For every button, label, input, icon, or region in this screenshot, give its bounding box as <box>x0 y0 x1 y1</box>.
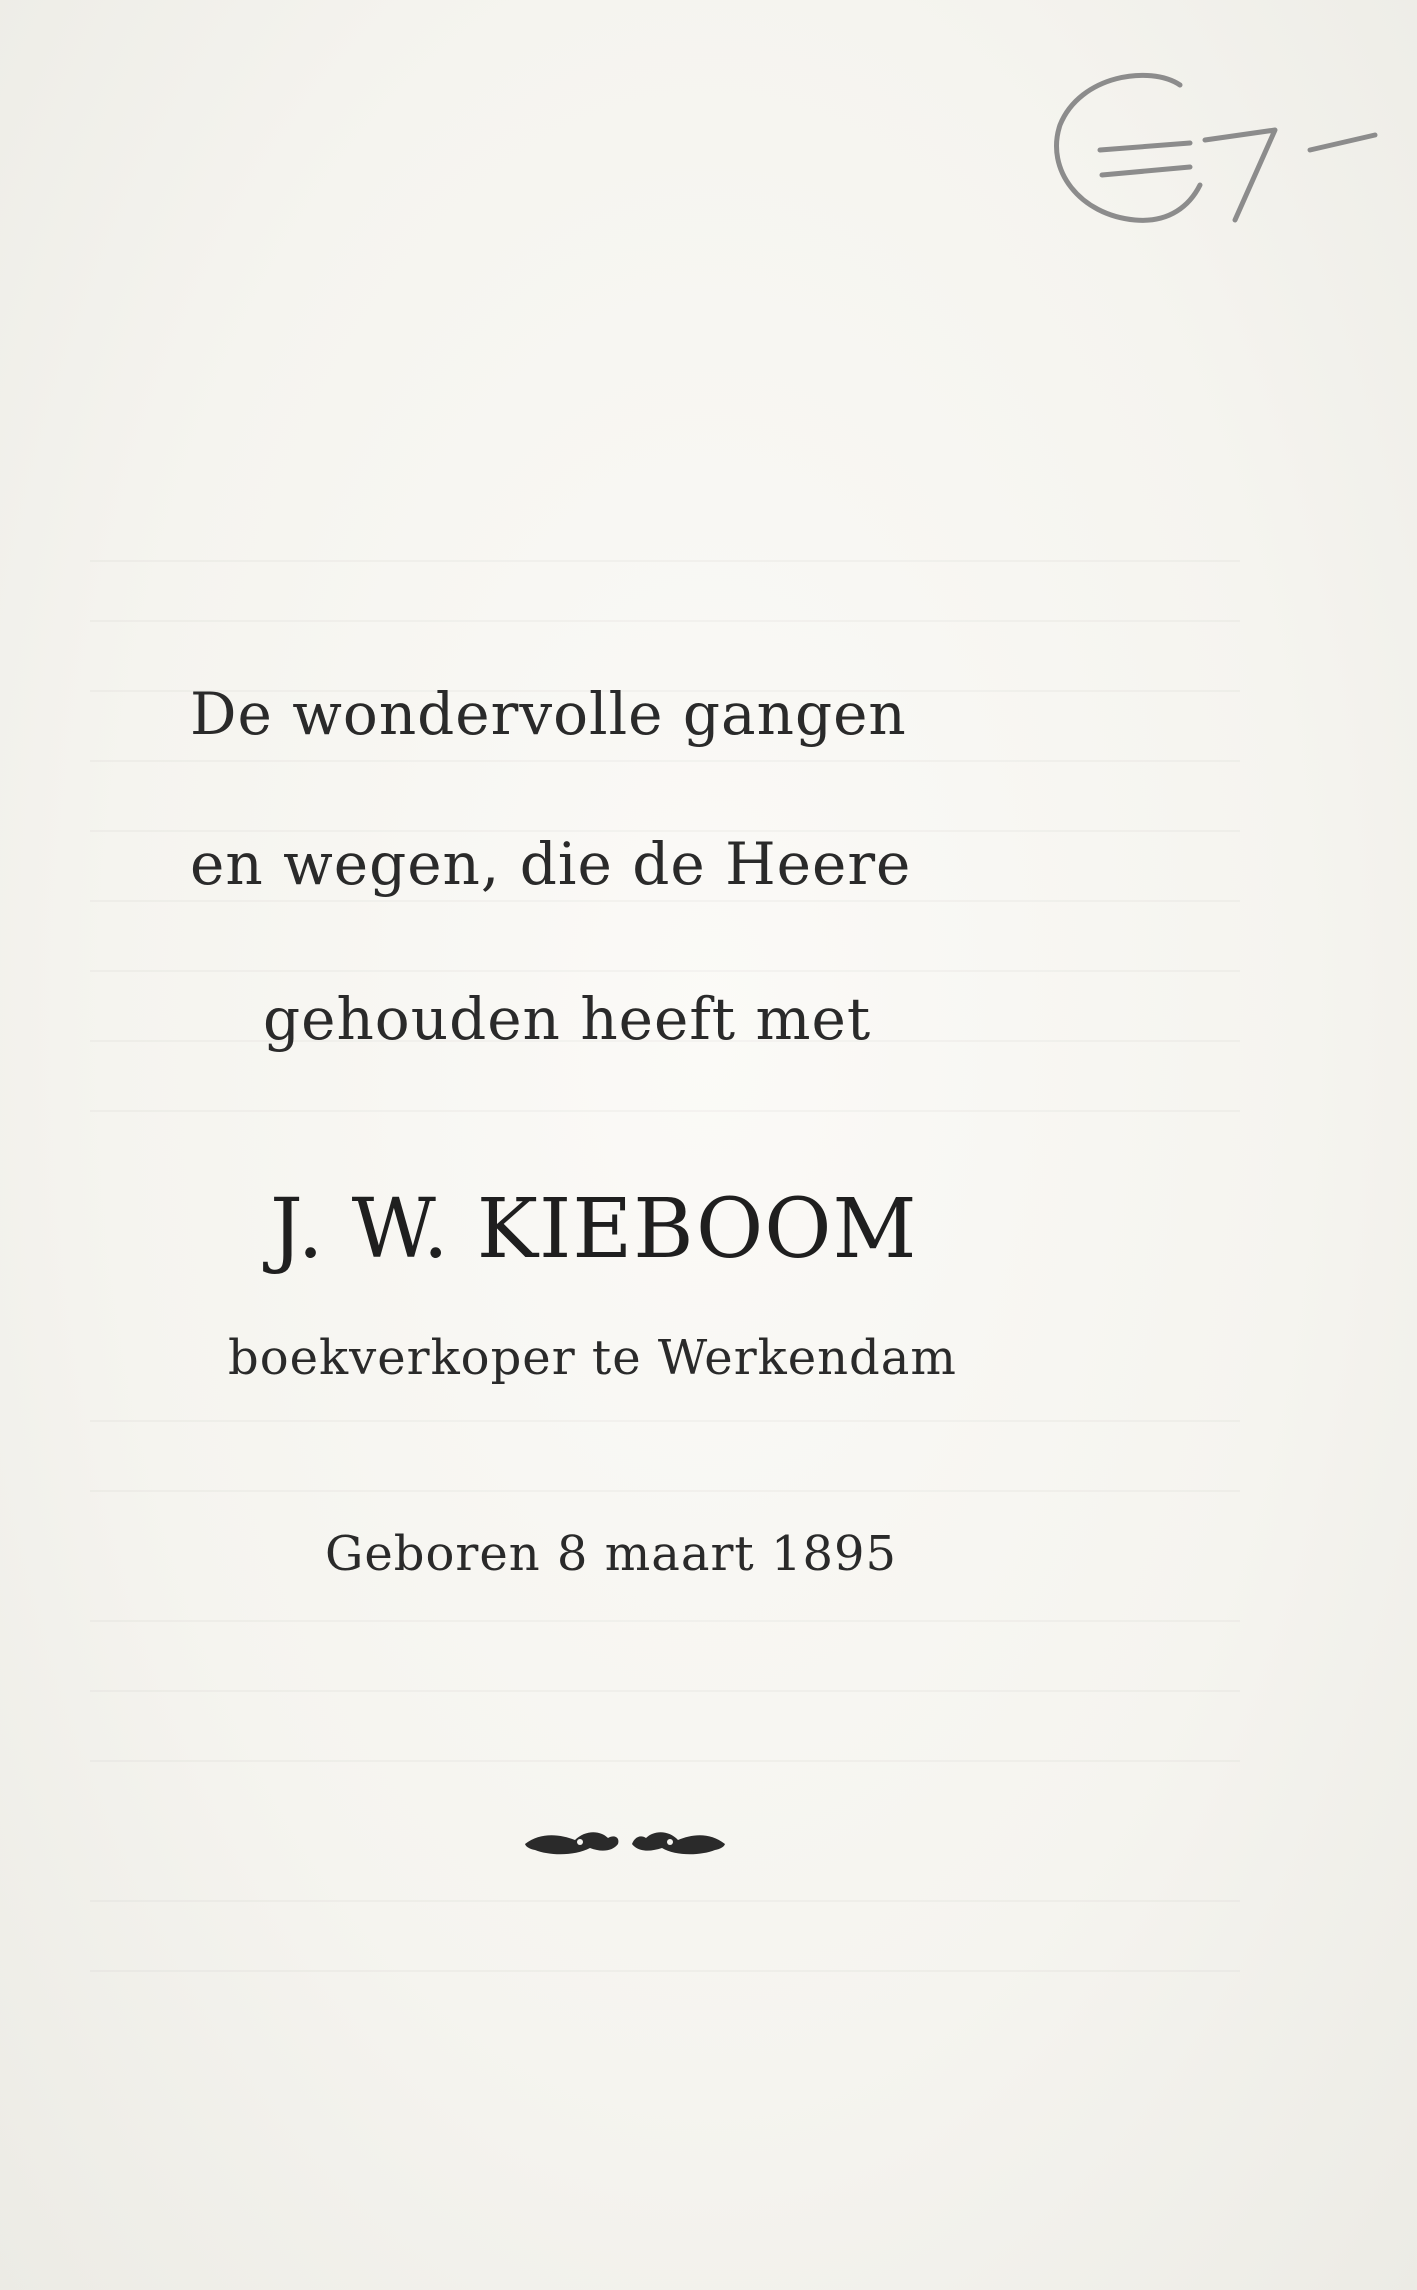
title-line-2: en wegen, die de Heere <box>190 830 912 898</box>
title-line-1: De wondervolle gangen <box>190 680 907 748</box>
show-through-line <box>90 1970 1240 1972</box>
show-through-line <box>90 1620 1240 1622</box>
show-through-line <box>90 620 1240 622</box>
pencil-annotation <box>1040 55 1390 245</box>
profession-line: boekverkoper te Werkendam <box>228 1330 957 1386</box>
fleuron-ornament-icon <box>520 1822 730 1862</box>
title-line-3: gehouden heeft met <box>263 985 872 1053</box>
show-through-line <box>90 1490 1240 1492</box>
show-through-line <box>90 1900 1240 1902</box>
person-name: J. W. KIEBOOM <box>270 1182 918 1277</box>
show-through-line <box>90 900 1240 902</box>
birth-date-line: Geboren 8 maart 1895 <box>325 1526 898 1582</box>
show-through-line <box>90 1110 1240 1112</box>
show-through-line <box>90 970 1240 972</box>
show-through-line <box>90 1420 1240 1422</box>
show-through-line <box>90 1760 1240 1762</box>
show-through-line <box>90 560 1240 562</box>
show-through-line <box>90 760 1240 762</box>
show-through-line <box>90 1690 1240 1692</box>
